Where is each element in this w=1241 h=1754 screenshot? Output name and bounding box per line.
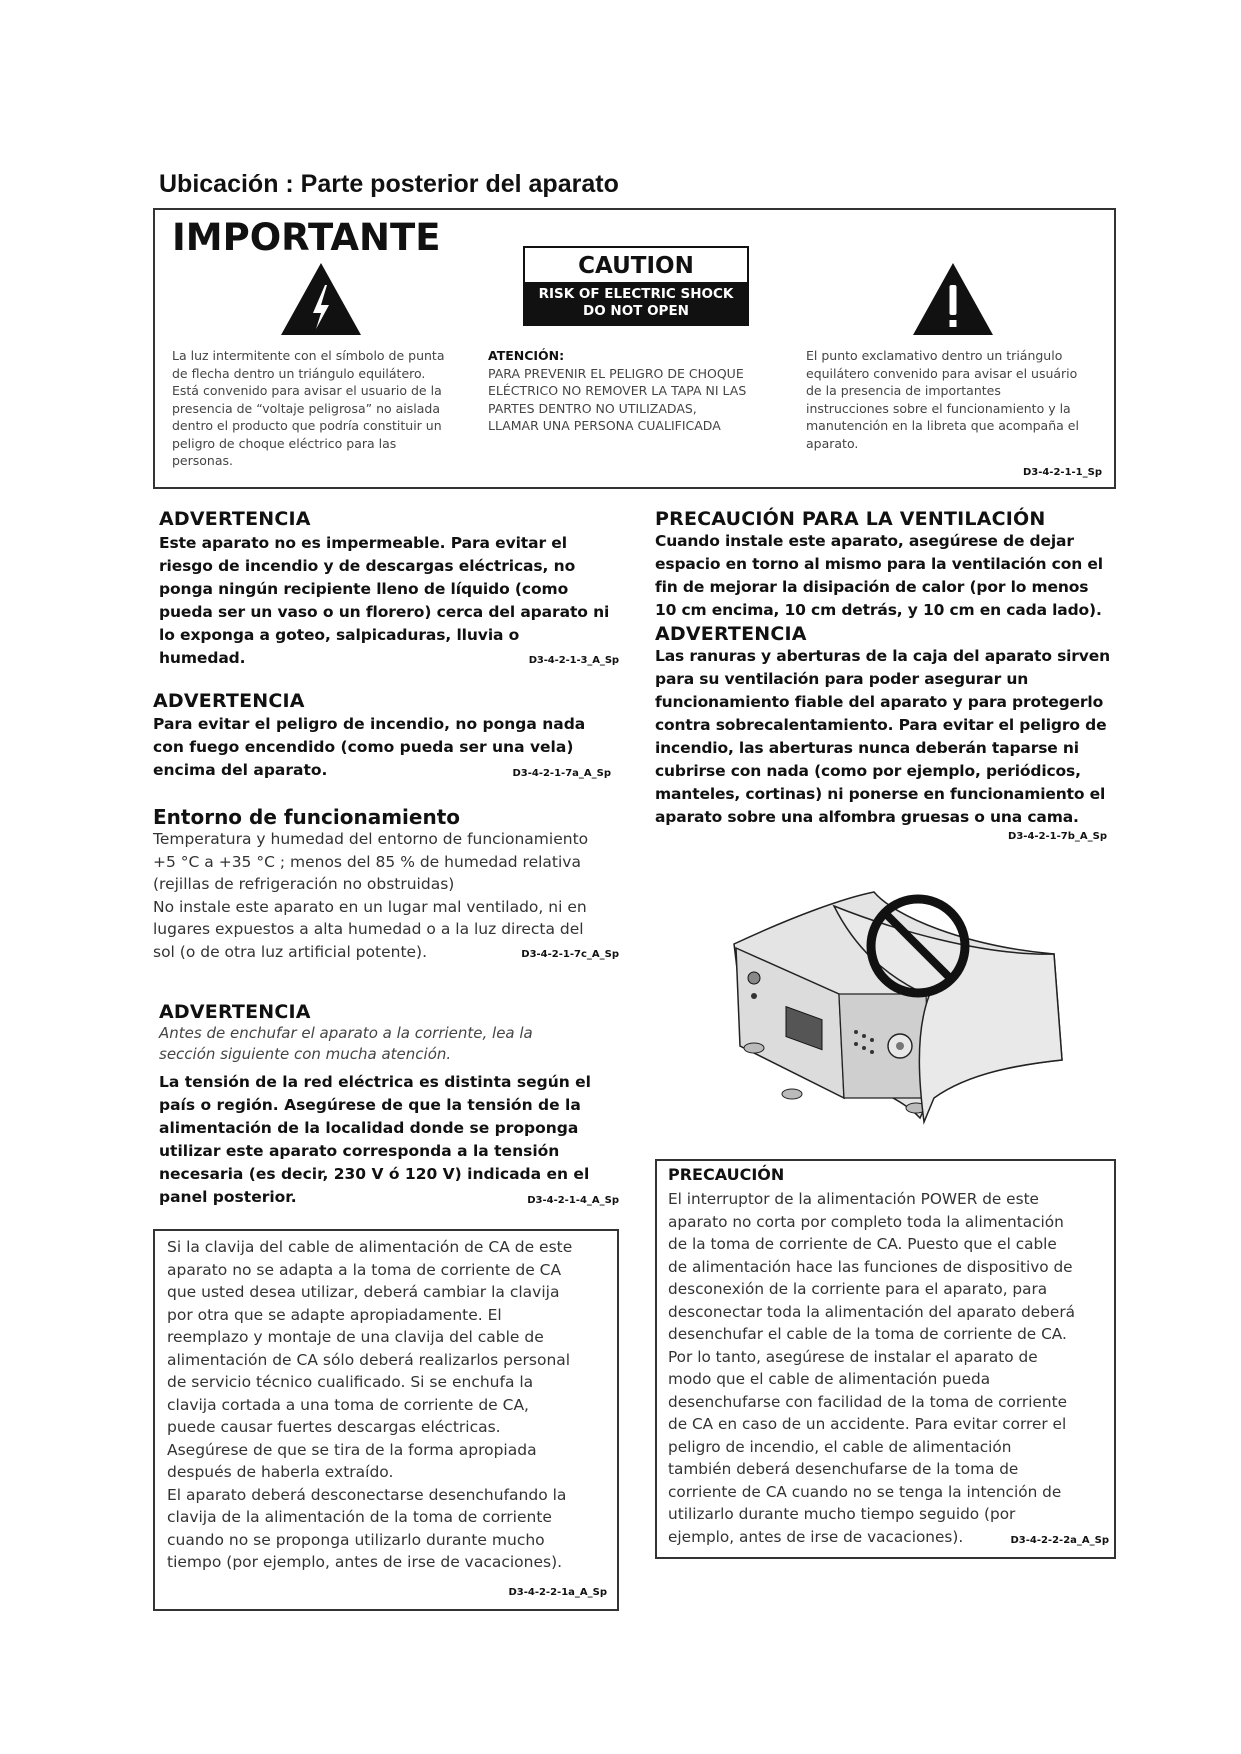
text-line: Este aparato no es impermeable. Para evitar el	[159, 534, 567, 552]
text-line: El interruptor de la alimentación POWER de este	[668, 1190, 1039, 1208]
text-line: La luz intermitente con el símbolo de punta	[172, 348, 445, 363]
text-line: +5 °C a +35 °C ; menos del 85 % de humedad relativa	[153, 852, 581, 871]
text-line	[153, 759, 613, 782]
text-line: (rejillas de refrigeración no obstruidas)	[153, 875, 455, 893]
text-line-content: encima del aparato.	[153, 761, 328, 779]
text-line: presencia de “voltaje peligrosa” no aislada	[172, 400, 440, 416]
text-line: tiempo (por ejemplo, antes de irse de vacaciones).	[167, 1553, 563, 1571]
text-line-content: sol (o de otra luz artificial potente).	[153, 942, 428, 961]
italic-note	[159, 1023, 619, 1065]
text-line: cuando no se proponga utilizarlo durante mucho	[167, 1530, 545, 1549]
text-line: reemplazo y montaje de una clavija del cable de	[167, 1328, 544, 1346]
text-line: necesaria (es decir, 230 V ó 120 V) indicada en el	[159, 1165, 590, 1183]
section-title: Entorno de funcionamiento	[153, 805, 461, 829]
caution-title: CAUTION	[525, 248, 747, 282]
text-line: Está convenido para avisar el usuario de la	[172, 383, 442, 398]
text-line: peligro de choque eléctrico para las	[172, 435, 397, 451]
text-line: dentro el producto que podría constituir un	[172, 418, 442, 433]
text-line: El aparato deberá desconectarse desenchufando la	[167, 1485, 567, 1504]
electric-shock-warning-icon	[279, 261, 363, 337]
text-line: después de haberla extraído.	[167, 1463, 394, 1481]
text-line: clavija cortada a una toma de corriente de CA,	[167, 1395, 529, 1414]
lightning-description	[172, 347, 472, 470]
environment-section	[153, 805, 619, 963]
section-body	[159, 1071, 619, 1209]
section-title: ADVERTENCIA	[159, 1001, 311, 1023]
text-line: manteles, cortinas) ni ponerse en funcionamiento el	[655, 785, 1106, 803]
text-line: Por lo tanto, asegúrese de instalar el aparato de	[668, 1347, 1038, 1366]
text-line: utilizar este aparato corresponda a la tensión	[159, 1142, 560, 1160]
text-line: manutención en la libreta que acompaña el	[806, 418, 1079, 433]
covered-device-illustration	[724, 886, 1074, 1126]
reference-code: D3-4-2-1-7a_A_Sp	[512, 768, 611, 779]
section-title: PRECAUCIÓN PARA LA VENTILACIÓN	[655, 508, 1046, 530]
caution-subtitle	[525, 282, 747, 324]
reference-code: D3-4-2-1-7c_A_Sp	[521, 948, 619, 960]
text-line: contra sobrecalentamiento. Para evitar el peligro de	[655, 716, 1107, 734]
important-box	[153, 208, 1116, 489]
text-line: Para evitar el peligro de incendio, no ponga nada	[153, 715, 586, 733]
text-line: de CA en caso de un accidente. Para evitar correr el	[668, 1415, 1067, 1433]
text-line: desenchufarse con facilidad de la toma de corriente	[668, 1392, 1067, 1411]
text-line: para su ventilación para poder asegurar un	[655, 670, 1029, 688]
power-precaution-box	[655, 1159, 1116, 1559]
text-line: Las ranuras y aberturas de la caja del aparato sirven	[655, 647, 1110, 665]
reference-code: D3-4-2-1-7b_A_Sp	[1008, 831, 1107, 842]
text-line: modo que el cable de alimentación pueda	[668, 1370, 991, 1388]
exclamation-description	[806, 347, 1106, 452]
text-line	[153, 941, 619, 964]
text-line: Antes de enchufar el aparato a la corriente, lea la	[159, 1024, 533, 1042]
text-line: de flecha dentro un triángulo equilátero.	[172, 365, 426, 381]
text-line: espacio en torno al mismo para la ventilación con el	[655, 555, 1103, 573]
text-line: también deberá desenchufarse de la toma de	[668, 1460, 1019, 1478]
text-line: desconexión de la corriente para el aparato, para	[668, 1280, 1048, 1298]
text-line: peligro de incendio, el cable de alimentación	[668, 1437, 1012, 1456]
box-body	[668, 1188, 1113, 1548]
text-line: riesgo de incendio y de descargas eléctricas, no	[159, 557, 576, 575]
text-line-content: panel posterior.	[159, 1188, 297, 1206]
text-line: ponga ningún recipiente lleno de líquido (como	[159, 580, 569, 598]
caution-label	[523, 246, 749, 326]
text-line: clavija de la alimentación de la toma de corriente	[167, 1508, 552, 1526]
text-line: PARA PREVENIR EL PELIGRO DE CHOQUE	[488, 365, 744, 381]
text-line: incendio, las aberturas nunca deberán taparse ni	[655, 739, 1079, 757]
section-title: ADVERTENCIA	[159, 508, 311, 530]
section-body	[153, 713, 613, 782]
text-line: Asegúrese de que se tira de la forma apropiada	[167, 1440, 537, 1459]
text-line: que usted desea utilizar, deberá cambiar la clavija	[167, 1283, 560, 1301]
text-line: utilizarlo durante mucho tiempo seguido (por	[668, 1505, 1016, 1523]
section-title: ADVERTENCIA	[655, 623, 807, 645]
text-line: funcionamiento fiable del aparato y para protegerlo	[655, 693, 1104, 711]
reference-code: D3-4-2-2-2a_A_Sp	[1010, 1534, 1109, 1546]
text-line: La tensión de la red eléctrica es distinta según el	[159, 1073, 591, 1091]
text-line-content: humedad.	[159, 649, 246, 667]
reference-code: D3-4-2-1-3_A_Sp	[528, 655, 619, 666]
warning-fire-section	[153, 690, 613, 782]
text-line: ELÉCTRICO NO REMOVER LA TAPA NI LAS	[488, 383, 747, 398]
text-line: alimentación de CA sólo deberá realizarlos personal	[167, 1350, 571, 1369]
attention-title: ATENCIÓN:	[488, 348, 565, 363]
text-line: PARTES DENTRO NO UTILIZADAS,	[488, 400, 697, 416]
exclamation-warning-icon	[911, 261, 995, 337]
text-line: de alimentación hace las funciones de dispositivo de	[668, 1257, 1073, 1276]
warning-voltage-section	[159, 1001, 619, 1209]
caution-sub-line-1: RISK OF ELECTRIC SHOCK	[538, 286, 734, 302]
text-line: por otra que se adapte apropiadamente. El	[167, 1305, 502, 1324]
text-line: lugares expuestos a alta humedad o a la luz directa del	[153, 920, 584, 938]
text-line: aparato.	[806, 435, 859, 451]
text-line	[159, 1186, 619, 1209]
box-body	[167, 1236, 615, 1574]
text-line: El punto exclamativo dentro un triángulo	[806, 348, 1063, 363]
reference-code: D3-4-2-1-4_A_Sp	[527, 1195, 619, 1206]
text-line: desconectar toda la alimentación del aparato deberá	[668, 1302, 1075, 1321]
text-line: alimentación de la localidad donde se proponga	[159, 1119, 579, 1137]
text-line	[159, 647, 619, 670]
attention-block	[488, 347, 788, 435]
plug-replacement-box	[153, 1229, 619, 1611]
text-line: 10 cm encima, 10 cm detrás, y 10 cm en cada lado).	[655, 601, 1102, 619]
text-line: lo exponga a goteo, salpicaduras, lluvia o	[159, 626, 520, 644]
text-line: aparato no se adapta a la toma de corriente de CA	[167, 1260, 562, 1279]
text-line: instrucciones sobre el funcionamiento y la	[806, 400, 1071, 416]
text-line: sección siguiente con mucha atención.	[159, 1045, 452, 1063]
text-line: pueda ser un vaso o un florero) cerca del aparato ni	[159, 603, 610, 621]
text-line: LLAMAR UNA PERSONA CUALIFICADA	[488, 418, 721, 433]
reference-code: D3-4-2-1-1_Sp	[1022, 467, 1102, 478]
text-line: cubrirse con nada (como por ejemplo, periódicos,	[655, 762, 1081, 780]
text-line: Si la clavija del cable de alimentación de CA de este	[167, 1238, 573, 1256]
box-title: PRECAUCIÓN	[668, 1165, 785, 1184]
text-line: país o región. Asegúrese de que la tensión de la	[159, 1096, 581, 1114]
text-line: con fuego encendido (como pueda ser una vela)	[153, 738, 574, 756]
section-body	[655, 530, 1115, 622]
text-line: Cuando instale este aparato, asegúrese de dejar	[655, 532, 1074, 550]
text-line: No instale este aparato en un lugar mal ventilado, ni en	[153, 897, 587, 916]
section-body	[153, 828, 619, 963]
section-body	[655, 645, 1115, 829]
text-line: de la presencia de importantes	[806, 383, 1001, 398]
ventilation-section	[655, 508, 1115, 842]
caution-sub-line-2: DO NOT OPEN	[583, 303, 689, 319]
text-line: fin de mejorar la disipación de calor (por lo menos	[655, 578, 1089, 596]
text-line: desenchufar el cable de la toma de corriente de CA.	[668, 1325, 1067, 1343]
warning-water-section	[159, 508, 619, 670]
text-line: corriente de CA cuando no se tenga la intención de	[668, 1482, 1062, 1501]
page-location-title: Ubicación : Parte posterior del aparato	[159, 170, 619, 198]
text-line: personas.	[172, 453, 233, 468]
important-title: IMPORTANTE	[172, 216, 441, 259]
text-line: aparato no corta por completo toda la alimentación	[668, 1212, 1064, 1231]
section-title: ADVERTENCIA	[153, 690, 305, 712]
section-body	[159, 532, 619, 670]
text-line-content: ejemplo, antes de irse de vacaciones).	[668, 1527, 964, 1546]
text-line	[668, 1526, 1113, 1549]
text-line: puede causar fuertes descargas eléctricas.	[167, 1418, 501, 1436]
text-line: de la toma de corriente de CA. Puesto que el cable	[668, 1235, 1057, 1253]
text-line: equilátero convenido para avisar el usuário	[806, 365, 1078, 381]
text-line: Temperatura y humedad del entorno de funcionamiento	[153, 830, 589, 848]
text-line: de servicio técnico cualificado. Si se enchufa la	[167, 1373, 534, 1391]
reference-code: D3-4-2-2-1a_A_Sp	[508, 1587, 607, 1598]
text-line: aparato sobre una alfombra gruesas o una cama.	[655, 808, 1079, 826]
